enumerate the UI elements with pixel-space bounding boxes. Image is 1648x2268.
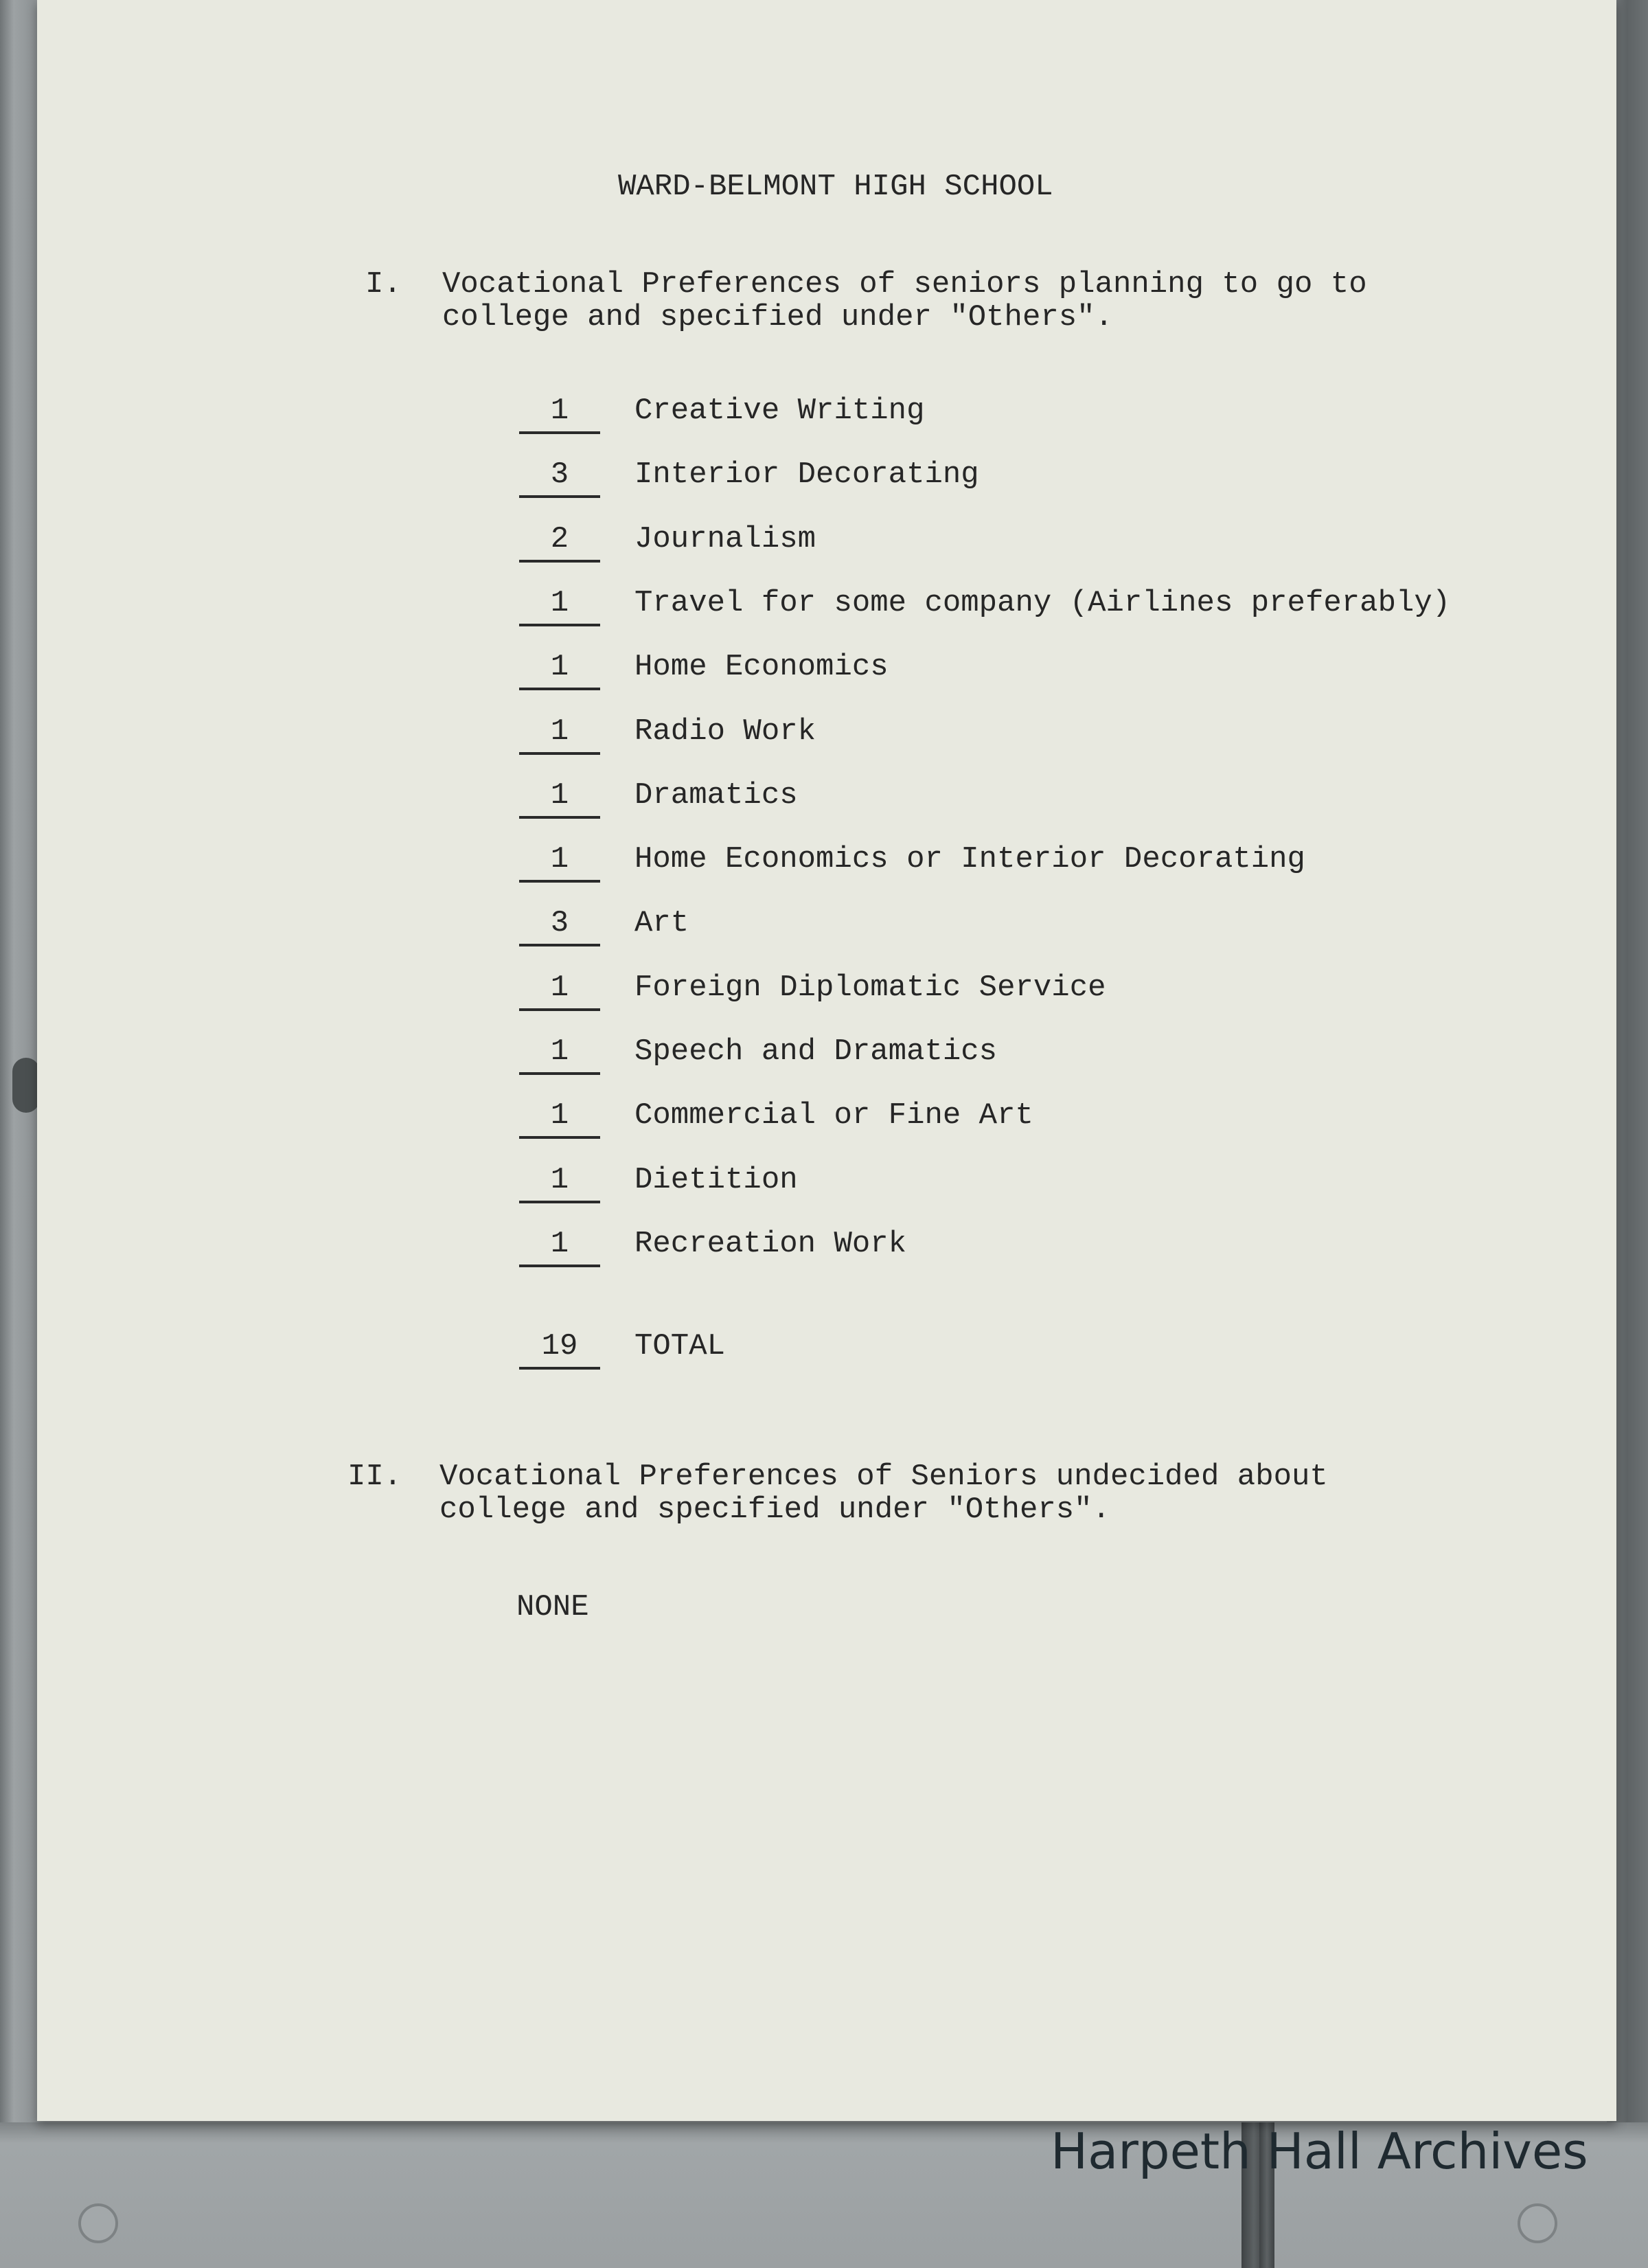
hole-punch-left bbox=[78, 2203, 118, 2243]
section-2-line-2: college and specified under "Others". bbox=[439, 1493, 1110, 1527]
preference-label: Interior Decorating bbox=[634, 457, 979, 492]
preference-label: Creative Writing bbox=[634, 394, 925, 428]
section-2-value: NONE bbox=[516, 1590, 589, 1624]
preference-label: Home Economics bbox=[634, 650, 889, 684]
preference-label: Radio Work bbox=[634, 714, 816, 749]
preference-count: 1 bbox=[519, 650, 600, 690]
preference-count: 1 bbox=[519, 843, 600, 883]
section-1-numeral: I. bbox=[365, 267, 402, 302]
preference-count: 1 bbox=[519, 1164, 600, 1203]
preference-count: 1 bbox=[519, 1227, 600, 1267]
section-2-line-1: Vocational Preferences of Seniors undecided about bbox=[439, 1460, 1328, 1494]
preference-label: Dramatics bbox=[634, 778, 798, 813]
preference-count: 1 bbox=[519, 394, 600, 434]
document-page bbox=[37, 0, 1616, 2121]
preference-label: Commercial or Fine Art bbox=[634, 1098, 1033, 1133]
preference-count: 1 bbox=[519, 587, 600, 626]
total-count: 19 bbox=[519, 1330, 600, 1370]
preference-count: 1 bbox=[519, 971, 600, 1011]
preference-count: 3 bbox=[519, 907, 600, 946]
preference-label: Travel for some company (Airlines preferably) bbox=[634, 586, 1451, 620]
preference-count: 3 bbox=[519, 458, 600, 498]
preference-count: 1 bbox=[519, 1035, 600, 1075]
binder-clip bbox=[12, 1058, 40, 1113]
section-2-numeral: II. bbox=[347, 1460, 402, 1494]
preference-label: Dietition bbox=[634, 1163, 798, 1197]
archive-watermark: Harpeth Hall Archives bbox=[1051, 2122, 1588, 2180]
preference-count: 1 bbox=[519, 1099, 600, 1139]
total-label: TOTAL bbox=[634, 1329, 726, 1363]
preference-label: Recreation Work bbox=[634, 1227, 907, 1261]
section-1-line-2: college and specified under "Others". bbox=[442, 300, 1113, 334]
preference-label: Journalism bbox=[634, 522, 816, 556]
preference-label: Foreign Diplomatic Service bbox=[634, 971, 1106, 1005]
preference-label: Art bbox=[634, 906, 689, 940]
hole-punch-right bbox=[1518, 2203, 1557, 2243]
document-heading: WARD-BELMONT HIGH SCHOOL bbox=[618, 170, 1053, 204]
preference-count: 2 bbox=[519, 523, 600, 563]
preference-label: Speech and Dramatics bbox=[634, 1034, 998, 1069]
preference-count: 1 bbox=[519, 715, 600, 755]
preference-label: Home Economics or Interior Decorating bbox=[634, 842, 1305, 876]
section-1-line-1: Vocational Preferences of seniors planning to go to bbox=[442, 267, 1367, 302]
preference-count: 1 bbox=[519, 779, 600, 819]
